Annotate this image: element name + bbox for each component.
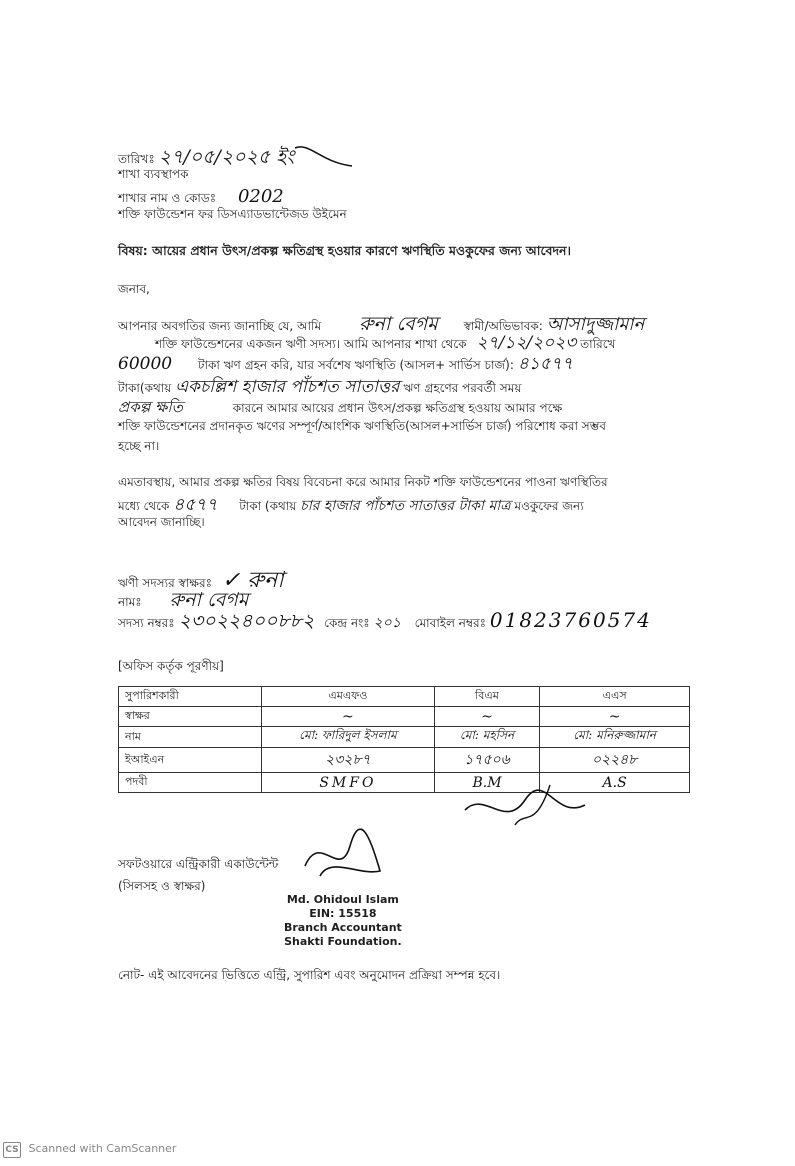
header-cell: বিএম xyxy=(434,687,539,707)
signature-cell: ~ xyxy=(540,707,690,727)
header-cell: এমএফও xyxy=(262,687,435,707)
manager-line: শাখা ব্যবস্থাপক xyxy=(118,167,189,181)
stamp-org: Shakti Foundation. xyxy=(284,935,402,948)
date-scribble xyxy=(290,140,360,170)
signature-cell: ~ xyxy=(434,707,539,727)
para1-line6: শক্তি ফাউন্ডেশনের প্রদানকৃত ঋণের সম্পূর্ণ/আংশিক ঋণস্থিতি(আসল+সার্ভিস চার্জ) পরিশোধ করা সম্ভব xyxy=(118,419,606,433)
para2-line1: এমতাবস্থায়, আমার প্রকল্প ক্ষতির বিষয় বিবেচনা করে আমার নিকট শক্তি ফাউন্ডেশনের পাওনা ঋণস্থিতির xyxy=(118,475,608,489)
camscanner-icon: CS xyxy=(3,1142,21,1158)
table-cell: ১৭৫০৬ xyxy=(434,748,539,773)
member-name-line: নামঃ রুনা বেগম xyxy=(118,589,249,611)
accountant-stamp xyxy=(284,893,402,949)
stamp-ein: EIN: 15518 xyxy=(309,907,377,920)
accountant-label: সফটওয়ারে এন্ট্রিকারী একাউন্টেন্ট xyxy=(118,857,279,871)
member-name-value: রুনা বেগম xyxy=(169,589,249,611)
camscanner-watermark xyxy=(3,1142,176,1158)
salutation: জনাব, xyxy=(118,282,150,296)
para1-line5: প্রকল্প ক্ষতি কারনে আমার আয়ের প্রধান উৎস/প্রকল্প ক্ষতিগ্রস্থ হওয়ায় আমার পক্ষে xyxy=(118,398,563,416)
amount-words-hw: একচল্লিশ হাজার পাঁচশত সাতাত্তর xyxy=(175,377,400,397)
row-label: ইআইএন xyxy=(119,748,262,773)
member-number-value: ২৩০২২৪০০৮৮২ xyxy=(178,610,315,632)
date-label: তারিখঃ xyxy=(118,152,155,166)
branch-line: শাখার নাম ও কোডঃ 0202 xyxy=(118,186,284,207)
row-label: নাম xyxy=(119,727,262,748)
table-row xyxy=(119,773,690,793)
guardian-hw: আসাদুজ্জামান xyxy=(546,314,645,335)
para1-line1: আপনার অবগতির জন্য জানাচ্ছি যে, আমি রুনা বেগম স্বামী/অভিভাবক: আসাদুজ্জামান xyxy=(118,313,645,335)
para2-line3: আবেদন জানাচ্ছি। xyxy=(118,515,205,529)
note: নোট- এই আবেদনের ভিত্তিতে এন্ট্রি, সুপারিশ এবং অনুমোদন প্রক্রিয়া সম্পন্ন হবে। xyxy=(118,968,501,982)
table-cell: B.M xyxy=(434,773,539,793)
office-title: [অফিস কর্তৃক পূরণীয়] xyxy=(118,659,224,673)
table-cell: ২৩২৮৭ xyxy=(262,748,435,773)
branch-code: 0202 xyxy=(237,186,284,207)
signature-cell: ~ xyxy=(262,707,435,727)
balance-hw: ৪১৫৭৭ xyxy=(517,354,573,374)
header-cell: সুপারিশকারী xyxy=(119,687,262,707)
table-cell: মো: মহসিন xyxy=(434,727,539,748)
accountant-sublabel: (সিলসহ ও স্বাক্ষর) xyxy=(118,879,206,893)
date-value: ২৭/০৫/২০২৫ ইং xyxy=(158,146,295,168)
member-number-line: সদস্য নম্বরঃ ২৩০২২৪০০৮৮২ কেন্দ্র নংঃ ২০১ মোবাইল নম্বরঃ 01823760574 xyxy=(118,608,652,632)
waive-amount-hw: ৪৫৭৭ xyxy=(173,495,218,515)
row-label: পদবী xyxy=(119,773,262,793)
row-label: স্বাক্ষর xyxy=(119,707,262,727)
reason-hw: প্রকল্প ক্ষতি xyxy=(118,398,183,416)
para1-line2: শক্তি ফাউন্ডেশনের একজন ঋণী সদস্য। আমি আপনার শাখা থেকে ২৭/১২/২০২৩ তারিখে xyxy=(155,333,616,353)
subject: বিষয়: আয়ের প্রধান উৎস/প্রকল্প ক্ষতিগ্রস্থ হওয়ার কারণে ঋণস্থিতি মওকুফের জন্য আবেদন। xyxy=(118,243,571,258)
stamp-name: Md. Ohidoul Islam xyxy=(286,893,399,906)
table-row xyxy=(119,707,690,727)
table-cell: মো: ফারিদুল ইসলাম xyxy=(262,727,435,748)
para1-line4: টাকা(কথায় একচল্লিশ হাজার পাঁচশত সাতাত্তর ঋণ গ্রহণের পরবর্তী সময় xyxy=(118,377,522,397)
approval-signature xyxy=(455,780,595,840)
table-row xyxy=(119,748,690,773)
loan-date-hw: ২৭/১২/২০২৩ xyxy=(476,333,577,353)
office-table xyxy=(118,686,690,793)
center-number-value: ২০১ xyxy=(373,615,401,631)
member-name-hw: রুনা বেগম xyxy=(358,313,438,335)
para1-line3: 60000 টাকা ঋণ গ্রহন করি, যার সর্বশেষ ঋণস্থিতি (আসল+ সার্ভিস চার্জ): ৪১৫৭৭ xyxy=(118,354,573,374)
table-row xyxy=(119,727,690,748)
para2-line2: মধ্যে থেকে ৪৫৭৭ টাকা (কথায় চার হাজার পাঁচশত সাতাত্তর টাকা মাত্র মওকুফের জন্য xyxy=(118,495,584,515)
para1-line7: হচ্ছে না। xyxy=(118,439,160,453)
table-cell: ০২২৪৮ xyxy=(540,748,690,773)
table-cell: A.S xyxy=(540,773,690,793)
camscanner-text: Scanned with CamScanner xyxy=(28,1142,177,1155)
header-cell: এএস xyxy=(540,687,690,707)
office-table-header xyxy=(119,687,690,707)
mobile-number-value: 01823760574 xyxy=(489,608,652,632)
stamp-role: Branch Accountant xyxy=(284,921,402,934)
table-cell: SMFO xyxy=(262,773,435,793)
accountant-signature xyxy=(300,826,390,886)
member-signature-line: ঋণী সদস্যর স্বাক্ষরঃ ✓ রুনা xyxy=(118,568,284,593)
member-signature: ✓ রুনা xyxy=(221,568,284,593)
loan-amount-hw: 60000 xyxy=(118,354,173,374)
table-cell: মো: মনিরুজ্জামান xyxy=(540,727,690,748)
waive-words-hw: চার হাজার পাঁচশত সাতাত্তর টাকা মাত্র xyxy=(300,498,511,514)
org-line: শক্তি ফাউন্ডেশন ফর ডিসএ্যাডভান্টেজড উইমেন xyxy=(118,207,347,221)
